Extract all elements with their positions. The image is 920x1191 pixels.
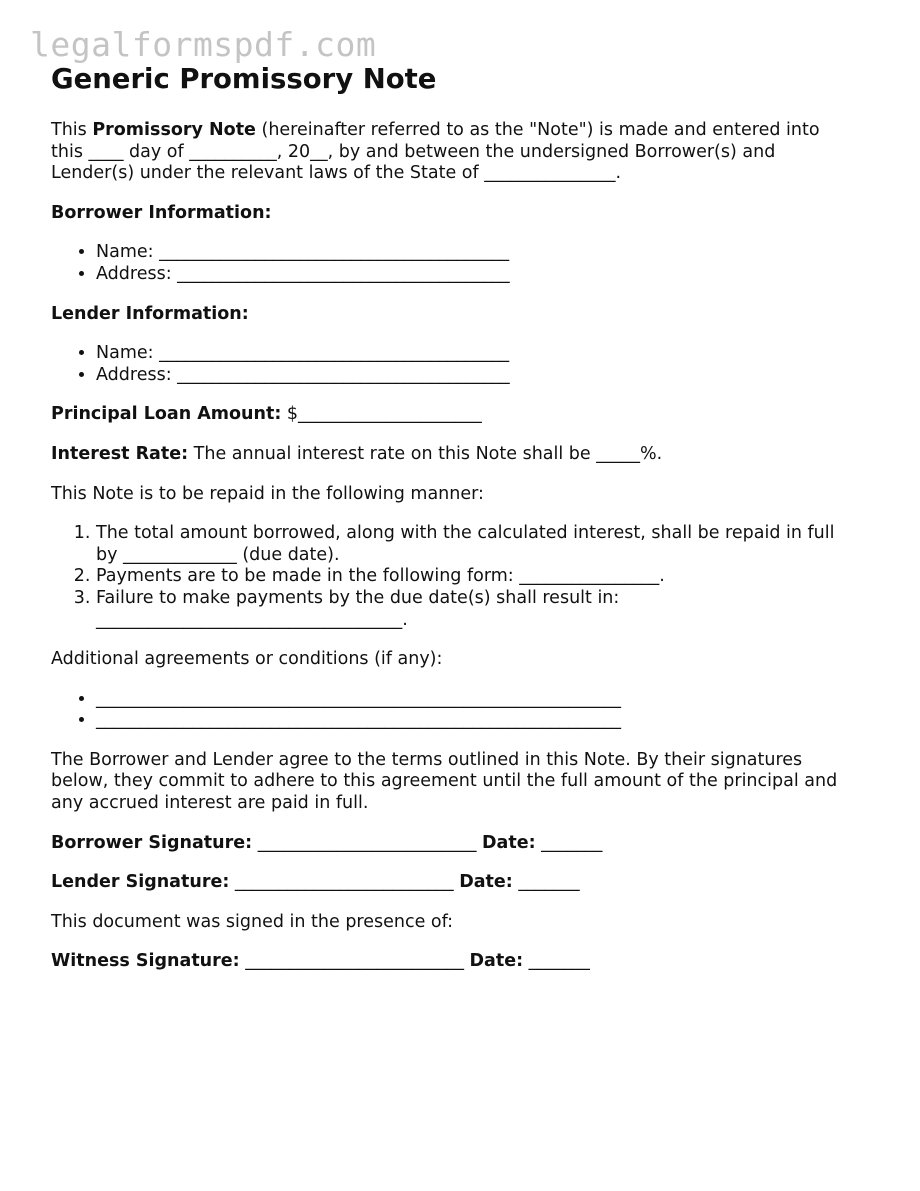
agreement-paragraph: The Borrower and Lender agree to the terms outlined in this Note. By their signatures below, they commit to adhere to this agreement until the full amount of the principal and any accrued interest are paid in full. [51,749,838,814]
borrower-signature-label: Borrower Signature: [51,832,253,853]
document-body [51,62,881,991]
repayment-item-1: 1. The total amount borrowed, along with the calculated interest, shall be repaid in full by _____________ (due date). [96,523,881,566]
borrower-address-field[interactable]: • Address: ______________________________________ [96,264,881,286]
additional-list [51,689,881,732]
payment-form-field[interactable]: Payments are to be made in the following form: ________________. [96,566,665,587]
principal-label: Principal Loan Amount: [51,404,282,425]
repayment-item-3: 3. Failure to make payments by the due date(s) shall result in: ___________________________________. [96,588,881,631]
repayment-item-2 [96,566,881,588]
repayment-list [51,523,881,631]
witness-signature-label: Witness Signature: [51,951,240,972]
lender-name-field[interactable]: • Name: ________________________________________ [96,343,881,365]
additional-condition-field-2[interactable]: • ____________________________________________________________ [96,710,881,732]
borrower-signature-field[interactable]: _________________________ [252,832,483,853]
lender-signature-line [51,872,881,894]
document-title: Generic Promissory Note [51,63,437,95]
intro-line-2: this ____ day of __________, 20__, by and between the undersigned Borrower(s) and [51,141,776,162]
borrower-list [51,242,881,285]
failure-result-field[interactable]: ___________________________________. [96,609,408,630]
borrower-date-label: Date: [482,832,536,853]
borrower-heading: Borrower Information: [51,202,272,223]
intro-line-3: Lender(s) under the relevant laws of the State of _______________. [51,163,622,184]
lender-address-field[interactable]: • Address: ______________________________________ [96,365,881,387]
additional-condition-field-1[interactable]: • ____________________________________________________________ [96,689,881,711]
watermark-logo: legalformspdf.com [30,25,377,64]
lender-heading: Lender Information: [51,303,249,324]
witness-date-label: Date: [469,951,524,972]
repayment-intro: This Note is to be repaid in the following manner: [51,483,484,504]
principal-amount-line [51,404,881,426]
lender-list [51,343,881,386]
interest-rate-field[interactable]: The annual interest rate on this Note shall be _____%. [188,443,663,464]
lender-signature-field[interactable]: _________________________ [229,872,460,893]
intro-line-1: This Promissory Note (hereinafter referred to as the "Note") is made and entered into [51,120,820,140]
intro-bold-term: Promissory Note [92,120,256,140]
intro-paragraph [51,120,881,185]
borrower-date-field[interactable]: _______ [535,832,603,853]
witness-signature-field[interactable]: _________________________ [239,951,470,972]
interest-rate-line [51,444,881,466]
borrower-signature-line [51,833,881,855]
witness-date-field[interactable]: _______ [523,951,590,972]
interest-label: Interest Rate: [51,443,189,464]
lender-signature-label: Lender Signature: [51,872,230,893]
lender-date-label: Date: [459,872,513,893]
due-date-field[interactable]: by _____________ (due date). [96,544,340,565]
witness-signature-line [51,951,881,973]
additional-intro: Additional agreements or conditions (if any): [51,649,443,670]
lender-date-field[interactable]: _______ [512,872,580,893]
borrower-name-field[interactable]: • Name: ________________________________________ [96,242,881,264]
witness-presence-text: This document was signed in the presence of: [51,911,454,932]
principal-amount-field[interactable]: $_____________________ [281,404,482,425]
